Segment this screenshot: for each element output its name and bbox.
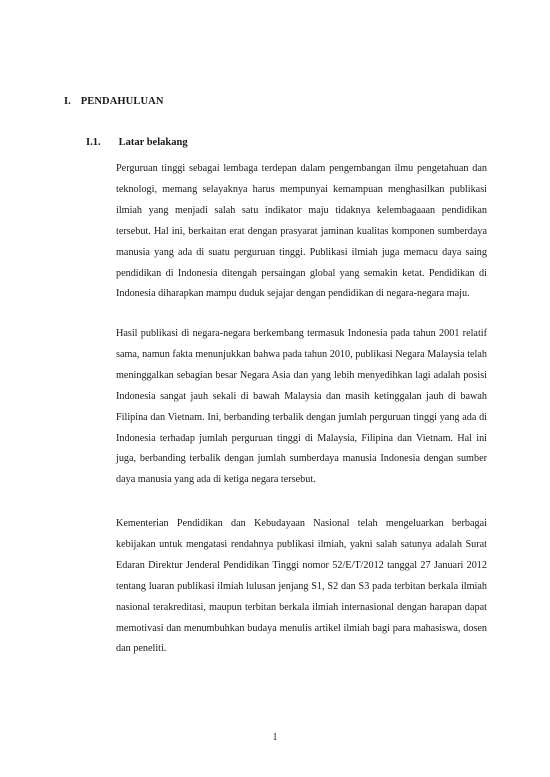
chapter-title: PENDAHULUAN xyxy=(80,96,164,107)
section-title: Latar belakang xyxy=(118,137,188,148)
paragraph: Hasil publikasi di negara-negara berkembang termasuk Indonesia pada tahun 2001 relatif sama, namun fakta menunjukkan bahwa pada tahun 2010, publikasi Negara Malaysia telah meninggalkan sebagian besar Negara Asia dan yang lebih menyedihkan lagi adalah posisi Indonesia sangat jauh sekali di bawah Malaysia dan masih ketinggalan jauh di bawah Filipina dan Vietnam. Ini, berbanding terbalik dengan jumlah perguruan tinggi yang ada di Indonesia terhadap jumlah perguruan tinggi di Malaysia, Filipina dan Vietnam. Hal ini juga, berbanding terbalik dengan jumlah sumberdaya manusia Indonesia dengan sumber daya manusia yang ada di ketiga negara tersebut. xyxy=(116,328,487,486)
chapter-number: I. xyxy=(64,96,71,107)
chapter-heading xyxy=(64,96,164,107)
section-heading xyxy=(86,137,188,148)
paragraph-1-block xyxy=(116,159,487,305)
paragraph-3-block xyxy=(116,514,487,660)
paragraph: Perguruan tinggi sebagai lembaga terdepan dalam pengembangan ilmu pengetahuan dan teknologi, memang selayaknya harus mempunyai kemampuan menghasilkan publikasi ilmiah yang menjadi salah satu indikator maju tidaknya kelembagaaan pendidikan tersebut. Hal ini, berkaitan erat dengan prasyarat jaminan kualitas komponen sumberdaya manusia yang ada di suatu perguruan tinggi. Publikasi ilmiah juga memacu daya saing pendidikan di Indonesia ditengah persaingan global yang semakin ketat. Pendidikan di Indonesia diharapkan mampu duduk sejajar dengan pendidikan di negara-negara maju. xyxy=(116,163,487,300)
page-number: 1 xyxy=(272,732,278,743)
paragraph-2-block xyxy=(116,324,487,491)
paragraph: Kementerian Pendidikan dan Kebudayaan Nasional telah mengeluarkan berbagai kebijakan untuk mengatasi rendahnya publikasi ilmiah, yakni salah satunya adalah Surat Edaran Direktur Jenderal Pendidikan Tinggi nomor 52/E/T/2012 tanggal 27 Januari 2012 tentang luaran publikasi ilmiah lulusan jenjang S1, S2 dan S3 pada terbitan berkala ilmiah nasional terakreditasi, maupun terbitan berkala ilmiah internasional dengan harapan dapat memotivasi dan menumbuhkan budaya menulis artikel ilmiah bagi para mahasiswa, dosen dan peneliti. xyxy=(116,518,487,655)
section-number: I.1. xyxy=(86,137,101,148)
